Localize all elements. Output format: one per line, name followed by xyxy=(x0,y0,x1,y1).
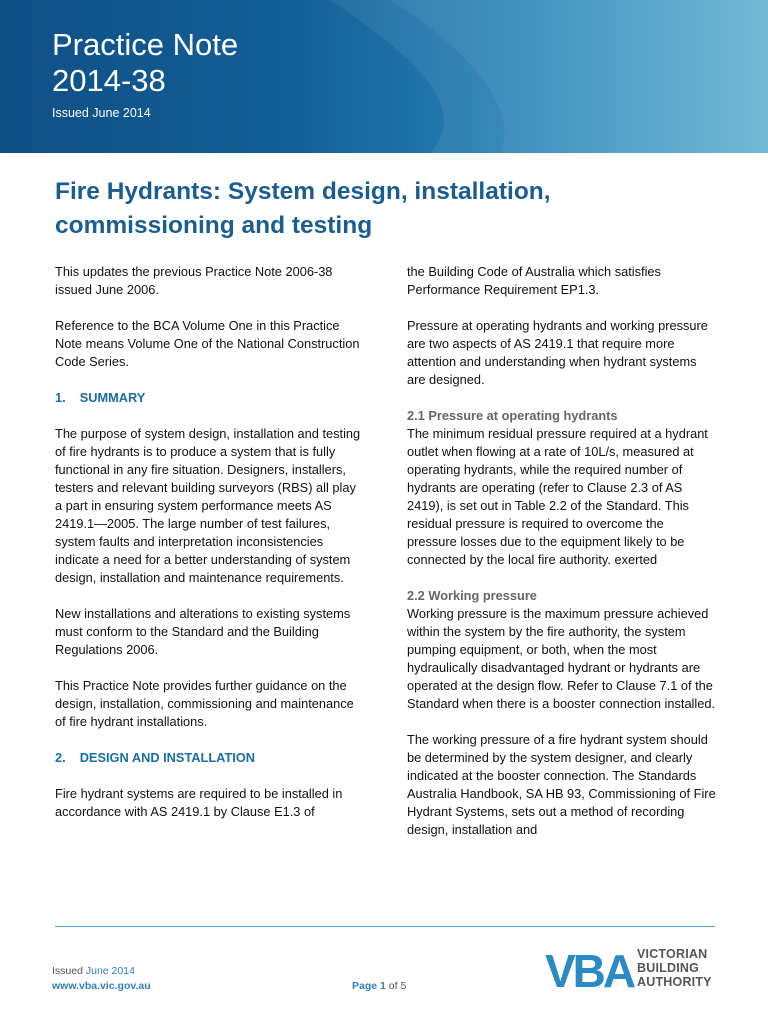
section-title: DESIGN AND INSTALLATION xyxy=(79,750,256,765)
header-banner xyxy=(0,0,768,153)
section-number: 2. xyxy=(55,750,66,765)
practice-note-number: 2014-38 xyxy=(52,63,166,98)
logo-line-victorian: VICTORIAN xyxy=(637,947,708,961)
section-title: SUMMARY xyxy=(79,390,146,405)
reference-paragraph: Reference to the BCA Volume One in this Practice Note means Volume One of the National Construction Code Series. xyxy=(55,318,360,369)
section-number: 1. xyxy=(55,390,66,405)
pressure-aspects-paragraph: Pressure at operating hydrants and working pressure are two aspects of AS 2419.1 that require more attention and understanding when hydrant systems are designed. xyxy=(407,318,708,387)
footer-issued xyxy=(52,965,135,977)
summary-paragraph: The purpose of system design, installation and testing of fire hydrants is to produce a system that is fully functional in any fire situation. Designers, installers, testers and relevant building surveyors (RBS) all play a part in ensuring system performance meets AS 2419.1—2005. The large number of test failures, system faults and interpretation inconsistencies indicate a need for a better understanding of system design, installation and maintenance requirements. xyxy=(55,426,361,585)
issued-date: Issued June 2014 xyxy=(52,106,151,120)
guidance-paragraph: This Practice Note provides further guidance on the design, installation, commissioning and maintenance of fire hydrant installations. xyxy=(55,678,354,729)
subsection-heading-operating-pressure: 2.1 Pressure at operating hydrants xyxy=(407,408,618,423)
practice-note-title xyxy=(52,27,238,99)
right-column xyxy=(407,263,717,857)
working-pressure-paragraph: Working pressure is the maximum pressure achieved within the system by the fire authority, the system pumping equipment, or both, when the most hydraulically disadvantaged hydrant or hydrants are operated at the design flow. Refer to Clause 7.1 of the Standard when there is a booster connection installed. xyxy=(407,606,716,711)
footer-divider xyxy=(55,926,715,927)
footer-issued-date: June 2014 xyxy=(85,965,135,977)
left-column xyxy=(55,263,365,839)
subsection-heading-working-pressure: 2.2 Working pressure xyxy=(407,588,537,603)
page-indicator xyxy=(352,980,406,992)
logo-line-building: BUILDING xyxy=(637,961,700,975)
page-current: 1 xyxy=(380,980,386,992)
footer-issued-label: Issued xyxy=(52,965,83,977)
vba-logo-wordmark xyxy=(637,947,712,989)
installations-paragraph: New installations and alterations to existing systems must conform to the Standard and the Building Regulations 2006. xyxy=(55,606,351,657)
vba-logo-letters: VBA xyxy=(545,945,634,995)
operating-pressure-paragraph: The minimum residual pressure required at a hydrant outlet when flowing at a rate of 10L/s, measured at operating hydrants, while the required number of hydrants are operating (refer to Clause 2.3 of AS 2419), is set out in Table 2.2 of the Standard. This residual pressure is required to overcome the pressure losses due to the equipment likely to be connected by the local fire authority. exerted xyxy=(407,426,708,567)
footer-website-link[interactable]: www.vba.vic.gov.au xyxy=(52,980,151,992)
section-heading-summary xyxy=(55,389,365,407)
page-label: Page xyxy=(352,980,378,992)
logo-line-authority: AUTHORITY xyxy=(637,975,712,989)
design-paragraph: Fire hydrant systems are required to be installed in accordance with AS 2419.1 by Clause E1.3 of xyxy=(55,786,343,819)
page-total: of 5 xyxy=(388,980,407,992)
intro-paragraph: This updates the previous Practice Note 2006-38 issued June 2006. xyxy=(55,264,333,297)
section-heading-design xyxy=(55,749,365,767)
bca-continuation-paragraph: the Building Code of Australia which satisfies Performance Requirement EP1.3. xyxy=(407,264,661,297)
document-title: Fire Hydrants: System design, installation, commissioning and testing xyxy=(55,178,551,239)
practice-note-label: Practice Note xyxy=(52,27,239,62)
working-pressure-determination-paragraph: The working pressure of a fire hydrant system should be determined by the system designer, and clearly indicated at the booster connection. The Standards Australia Handbook, SA HB 93, Commissioning of Fire Hydrant Systems, sets out a method of recording design, installation and xyxy=(407,732,716,837)
